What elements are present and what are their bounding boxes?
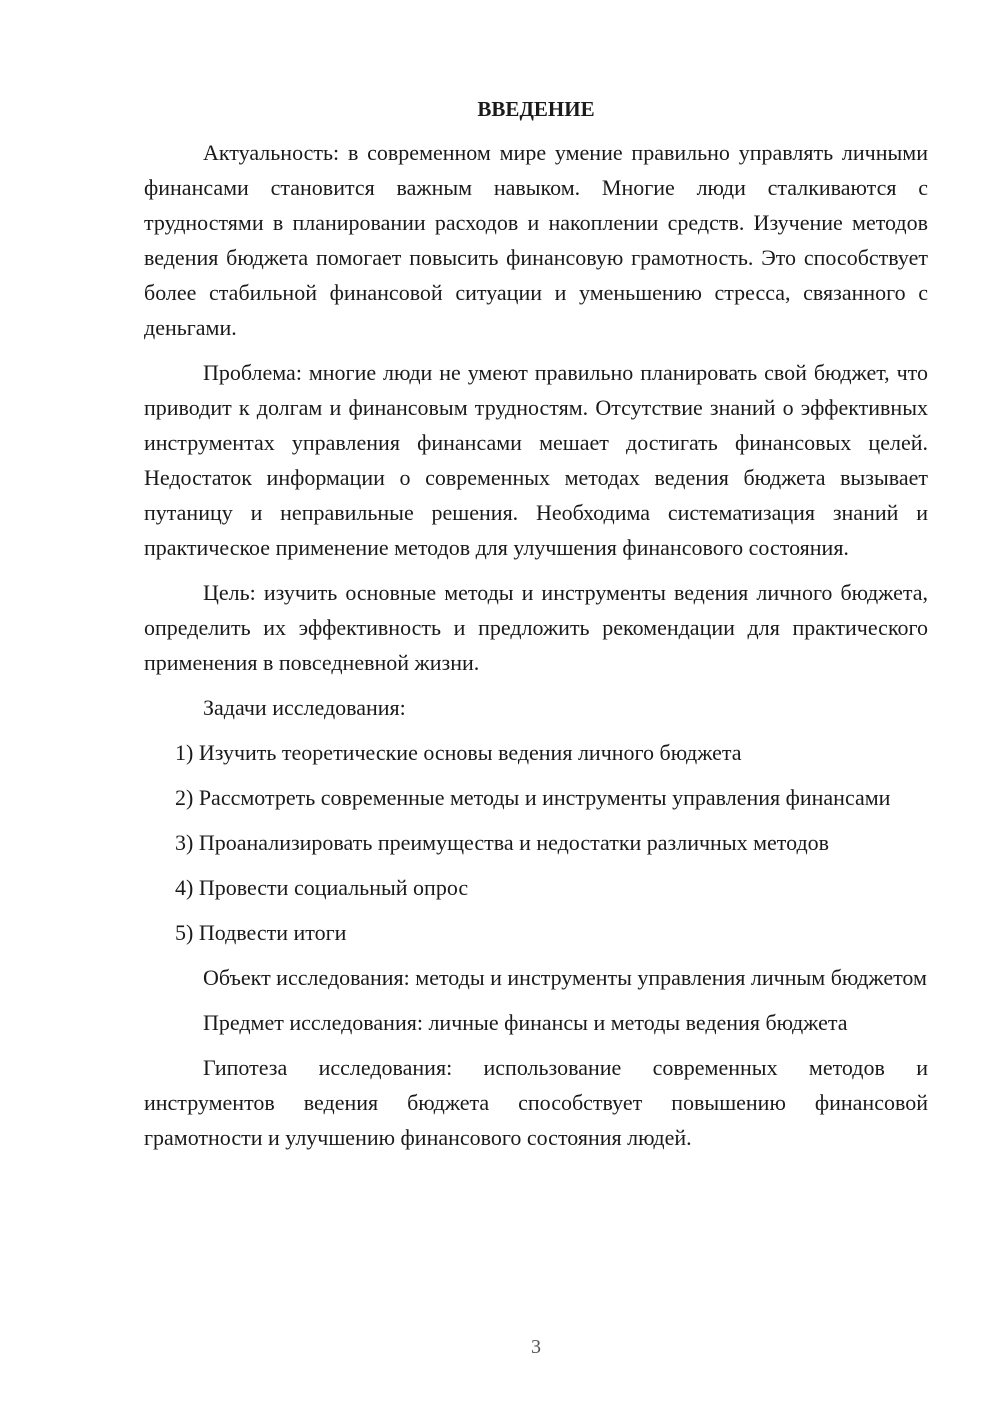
relevance-paragraph: Актуальность: в современном мире умение правильно управлять личными финансами становится важным навыком. Многие люди сталкиваются с трудностями в планировании расходов и накоплении средств. Изучение методов ведения бюджета помогает повысить финансовую грамотность. Это способствует более стабильной финансовой ситуации и уменьшению стресса, связанного с деньгами. xyxy=(144,140,928,340)
task-item-4: 4) Провести социальный опрос xyxy=(175,875,469,900)
task-item-3: 3) Проанализировать преимущества и недостатки различных методов xyxy=(175,830,830,855)
page-number: 3 xyxy=(531,1336,541,1358)
tasks-heading: Задачи исследования: xyxy=(203,695,406,720)
task-item-2: 2) Рассмотреть современные методы и инструменты управления финансами xyxy=(175,785,891,810)
object-paragraph: Объект исследования: методы и инструменты управления личным бюджетом xyxy=(203,965,927,990)
subject-paragraph: Предмет исследования: личные финансы и методы ведения бюджета xyxy=(203,1010,848,1035)
task-item-1: 1) Изучить теоретические основы ведения личного бюджета xyxy=(175,740,742,765)
page-content xyxy=(144,92,928,1165)
task-item-5: 5) Подвести итоги xyxy=(175,920,347,945)
goal-paragraph: Цель: изучить основные методы и инструменты ведения личного бюджета, определить их эффективность и предложить рекомендации для практического применения в повседневной жизни. xyxy=(144,580,928,675)
section-title: ВВЕДЕНИЕ xyxy=(477,97,595,121)
problem-paragraph: Проблема: многие люди не умеют правильно планировать свой бюджет, что приводит к долгам и финансовым трудностям. Отсутствие знаний о эффективных инструментах управления финансами мешает достигать финансовых целей. Недостаток информации о современных методах ведения бюджета вызывает путаницу и неправильные решения. Необходима систематизация знаний и практическое применение методов для улучшения финансового состояния. xyxy=(144,360,928,560)
hypothesis-paragraph: Гипотеза исследования: использование современных методов и инструментов ведения бюджета способствует повышению финансовой грамотности и улучшению финансового состояния людей. xyxy=(144,1055,928,1150)
